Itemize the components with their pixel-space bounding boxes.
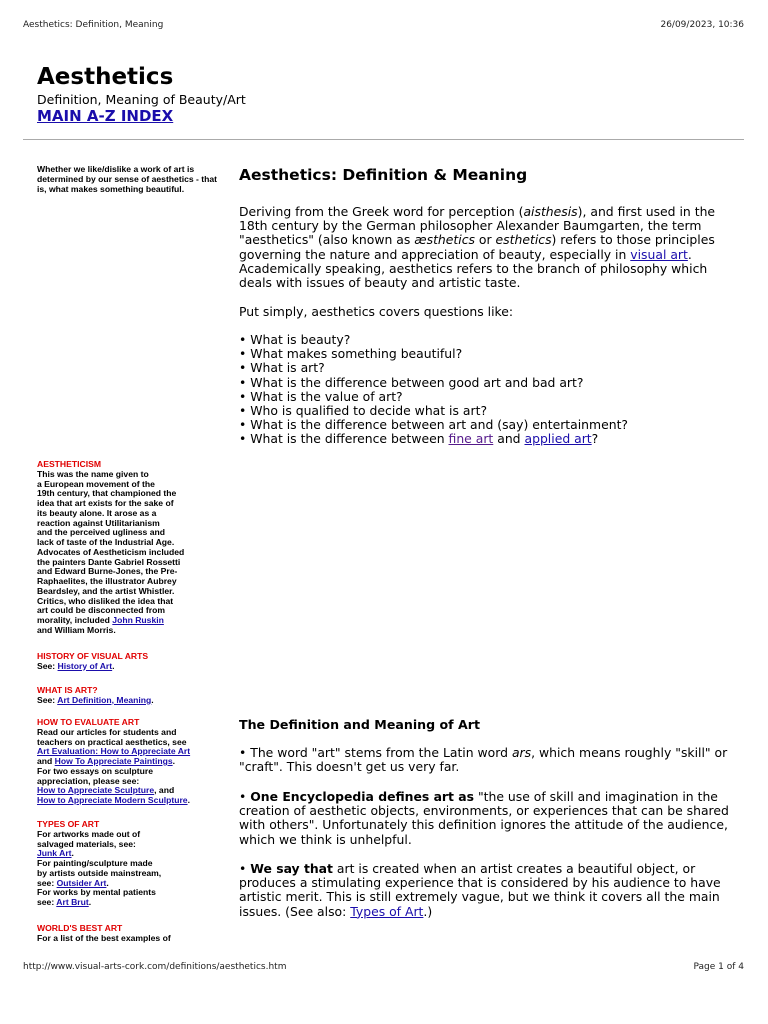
aestheticism-line: This was the name given to: [37, 468, 149, 479]
aestheticism-line: lack of taste of the Industrial Age.: [37, 537, 175, 547]
question-item: • What is beauty?: [239, 332, 351, 347]
aestheticism-line: and Edward Burne-Jones, the Pre-: [37, 566, 178, 577]
aestheticism-line: a European movement of the: [37, 478, 155, 489]
best-art-heading: WORLD'S BEST ART: [37, 923, 123, 933]
aestheticism-line: Raphaelites, the illustrator Aubrey: [37, 576, 177, 586]
outsider-art-link[interactable]: Outsider Art: [56, 877, 107, 888]
question-item: • What is the difference between art and (say) entertainment?: [239, 417, 629, 433]
junk-art-link[interactable]: Junk Art: [37, 848, 72, 859]
print-header-datetime: 26/09/2023, 10:36: [660, 20, 744, 30]
definition-ours: • We say that art is created when an artist creates a beautiful object, or produces a stimulating experience that is considered by his audience to have artistic merit. This is still extremely vague, but we think it covers all the main issues. (See also: Types of Art.): [239, 861, 721, 919]
what-is-art-heading: WHAT IS ART?: [37, 685, 98, 695]
history-heading: HISTORY OF VISUAL ARTS: [37, 651, 149, 661]
appreciate-modern-sculpture-link[interactable]: How to Appreciate Modern Sculpture: [37, 795, 188, 805]
sidebar-history: HISTORY OF VISUAL ARTS See: History of Art.: [37, 652, 227, 672]
sidebar-aestheticism: [37, 460, 227, 636]
definition-latin: • The word "art" stems from the Latin word ars, which means roughly "skill" or "craft". This doesn't get us very far.: [239, 745, 728, 775]
fine-art-link[interactable]: fine art: [448, 431, 494, 447]
art-brut-link[interactable]: Art Brut: [56, 897, 89, 907]
types-of-art-link[interactable]: Types of Art: [350, 903, 424, 919]
aestheticism-line: Critics, who disliked the idea that: [37, 595, 174, 606]
sidebar-types: TYPES OF ART For artworks made out of salvaged materials, see: Junk Art. For painting/sculpture made by artists outside mainstream, see: Outsider Art. For works by mental patients see: Art Brut.: [37, 820, 227, 908]
question-item: • What is the value of art?: [239, 388, 403, 404]
definition-heading: The Definition and Meaning of Art: [239, 717, 481, 732]
questions-list: [239, 333, 739, 447]
appreciate-sculpture-link[interactable]: How to Appreciate Sculpture: [37, 785, 155, 796]
sidebar-best-art: WORLD'S BEST ART For a list of the best examples of: [37, 924, 227, 944]
questions-intro: Put simply, aesthetics covers questions like:: [239, 304, 514, 319]
aestheticism-line: the painters Dante Gabriel Rossetti: [37, 556, 181, 567]
aestheticism-line: and William Morris.: [37, 624, 116, 635]
aestheticism-line: art could be disconnected from: [37, 605, 165, 616]
aestheticism-line: reaction against Utilitarianism: [37, 517, 160, 528]
aestheticism-line: Beardsley, and the artist Whistler.: [37, 585, 175, 596]
print-footer-page: Page 1 of 4: [693, 962, 744, 972]
aestheticism-heading: AESTHETICISM: [37, 459, 101, 469]
main-heading: Aesthetics: Definition & Meaning: [239, 166, 528, 184]
question-item: • Who is qualified to decide what is art?: [239, 403, 488, 419]
page-subtitle: Definition, Meaning of Beauty/Art: [37, 92, 246, 107]
evaluate-heading: HOW TO EVALUATE ART: [37, 717, 140, 727]
visual-art-link[interactable]: visual art: [630, 246, 688, 262]
art-evaluation-link[interactable]: Art Evaluation: How to Appreciate Art: [37, 746, 191, 757]
question-item: • What is art?: [239, 360, 325, 376]
appreciate-paintings-link[interactable]: How To Appreciate Paintings: [54, 756, 173, 766]
sidebar-what-is-art: WHAT IS ART? See: Art Definition, Meaning.: [37, 686, 227, 706]
art-definition-link[interactable]: Art Definition, Meaning: [57, 694, 152, 705]
aestheticism-line: 19th century, that championed the: [37, 488, 177, 499]
history-of-art-link[interactable]: History of Art: [57, 660, 113, 671]
divider: [23, 139, 744, 140]
aestheticism-line: idea that art exists for the sake of: [37, 498, 174, 508]
sidebar-intro: Whether we like/dislike a work of art is determined by our sense of aesthetics - that is, what makes something beautiful.: [37, 164, 218, 194]
applied-art-link[interactable]: applied art: [524, 431, 592, 447]
aestheticism-line: its beauty alone. It arose as a: [37, 507, 157, 518]
print-header-title: Aesthetics: Definition, Meaning: [23, 20, 164, 30]
question-item: • What is the difference between fine art and applied art?: [239, 431, 599, 447]
aestheticism-line: Advocates of Aestheticism included: [37, 546, 185, 557]
definition-encyclopedia: • One Encyclopedia defines art as "the use of skill and imagination in the creation of aesthetic objects, environments, or experiences that can be shared with others". Unfortunately this definition ignores the attitude of the audience, which we think is unhelpful.: [239, 789, 729, 847]
aestheticism-line: morality, included John Ruskin: [37, 615, 164, 625]
types-heading: TYPES OF ART: [37, 819, 100, 829]
question-item: • What is the difference between good art and bad art?: [239, 374, 584, 390]
sidebar-evaluate: HOW TO EVALUATE ART Read our articles for students and teachers on practical aesthetics, see Art Evaluation: How to Appreciate Art and How To Appreciate Paintings. For two essays on sculpture appreciation, please see: How to Appreciate Sculpture, and How to Appreciate Modern Sculpture.: [37, 718, 227, 806]
intro-paragraph: Deriving from the Greek word for perception (aisthesis), and first used in the 18th century by the German philosopher Alexander Baumgarten, the term "aesthetics" (also known as æsthetics or esthetics) refers to those principles governing the nature and appreciation of beauty, especially in visual art. Academically speaking, aesthetics refers to the branch of philosophy which deals with issues of beauty and artistic taste.: [239, 204, 716, 291]
print-footer-url: http://www.visual-arts-cork.com/definitions/aesthetics.htm: [23, 962, 287, 972]
aestheticism-line: and the perceived ugliness and: [37, 527, 165, 538]
page-title: Aesthetics: [37, 64, 174, 90]
main-index-link[interactable]: MAIN A-Z INDEX: [37, 107, 174, 125]
question-item: • What makes something beautiful?: [239, 346, 463, 362]
john-ruskin-link[interactable]: John Ruskin: [112, 615, 164, 625]
